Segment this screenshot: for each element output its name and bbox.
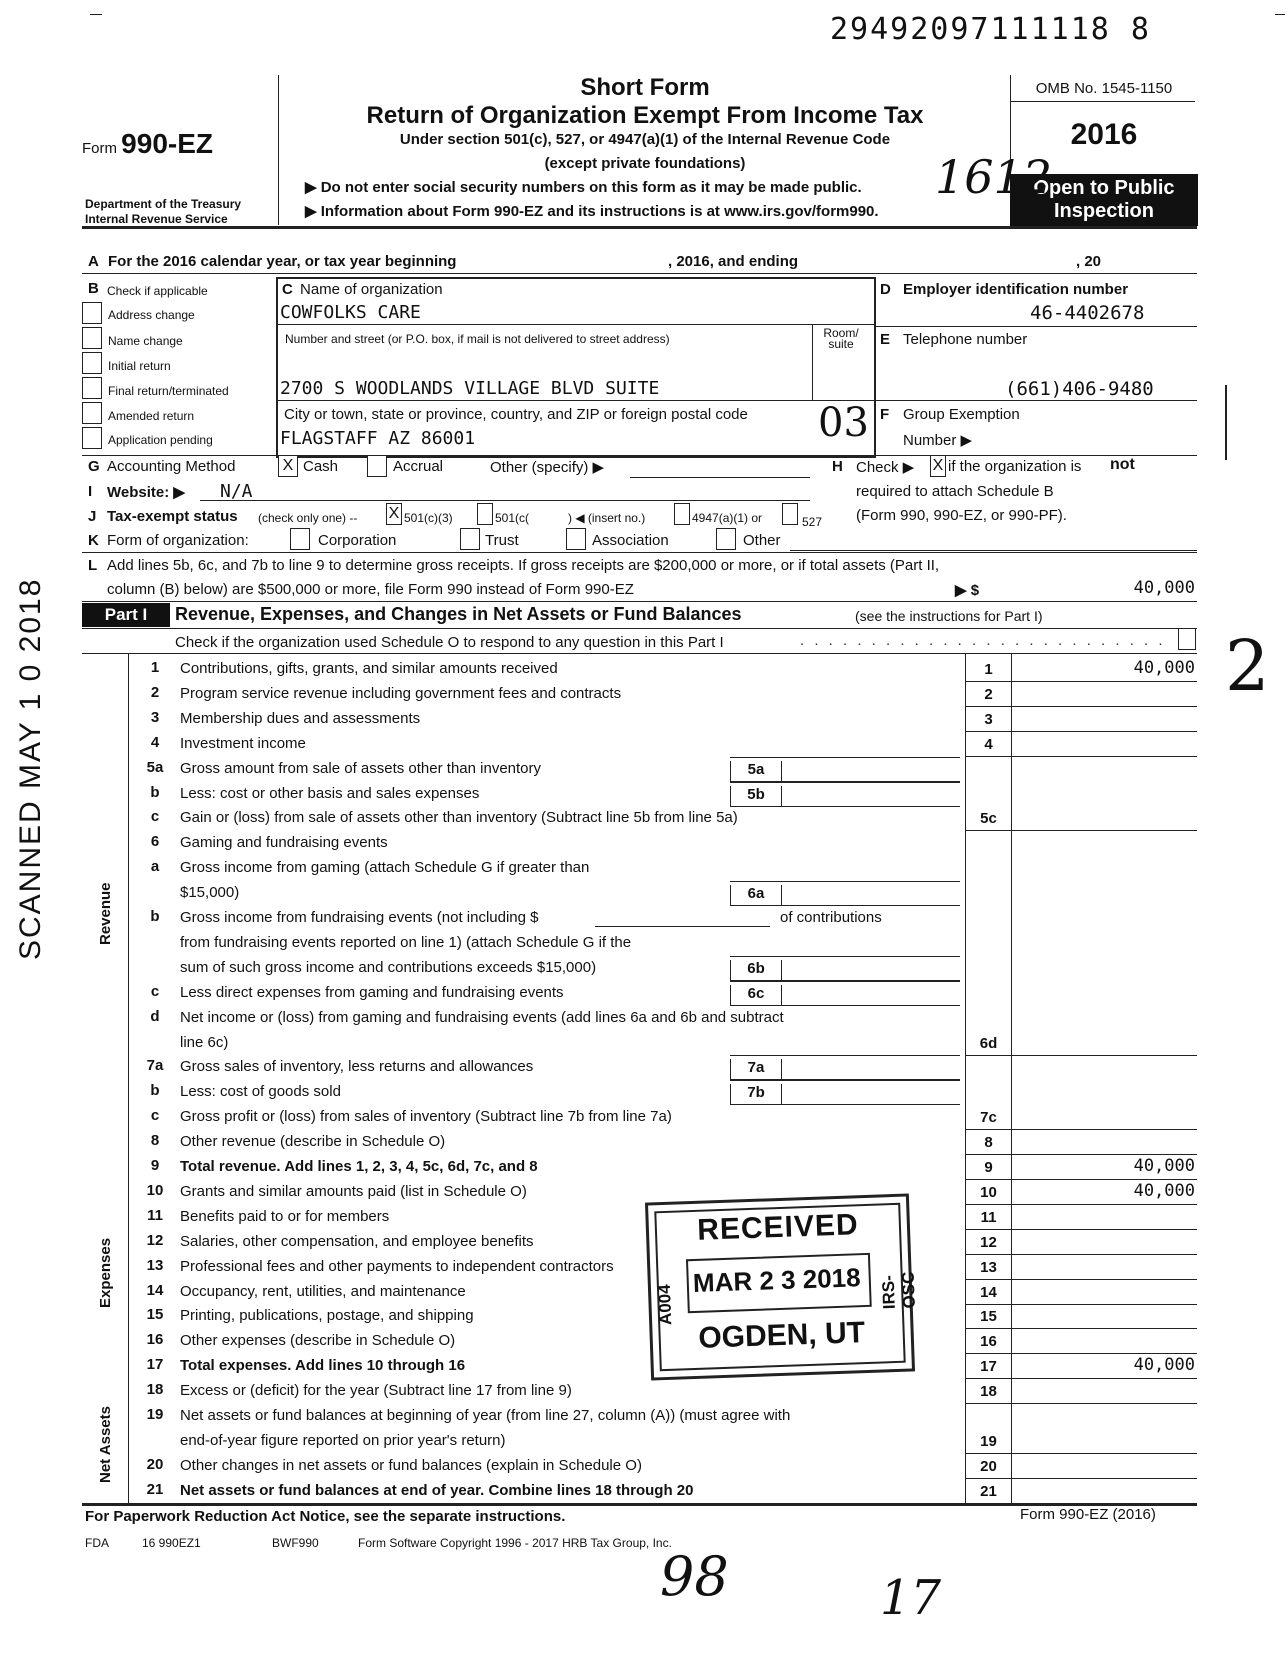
line-description: Other expenses (describe in Schedule O) bbox=[180, 1332, 456, 1349]
line-ref: 15 bbox=[980, 1308, 997, 1325]
checkbox-other[interactable] bbox=[716, 528, 736, 550]
line-a-text: For the 2016 calendar year, or tax year beginning bbox=[108, 253, 457, 270]
checkbox-trust[interactable] bbox=[460, 528, 480, 550]
line-description: Total revenue. Add lines 1, 2, 3, 4, 5c, 6d, 7c, and 8 bbox=[180, 1158, 538, 1175]
notice-info: ▶ Information about Form 990-EZ and its instructions is at www.irs.gov/form990. bbox=[305, 203, 879, 220]
ein-value[interactable]: 46-4402678 bbox=[1030, 302, 1145, 324]
line-number: 10 bbox=[146, 1182, 164, 1199]
part1-tag: Part I bbox=[82, 603, 170, 627]
title-main: Return of Organization Exempt From Income Tax bbox=[366, 102, 924, 129]
line-number: b bbox=[150, 1082, 160, 1099]
line-ref: 9 bbox=[984, 1159, 993, 1176]
line-ref: 17 bbox=[980, 1358, 997, 1375]
line-description: Membership dues and assessments bbox=[180, 710, 421, 727]
line-description: Net income or (loss) from gaming and fundraising events (add lines 6a and 6b and subtract bbox=[180, 1009, 784, 1026]
line-row bbox=[0, 831, 1288, 855]
line-number: 19 bbox=[146, 1406, 164, 1423]
label-501c: 501(c( bbox=[495, 511, 530, 525]
checkbox-501c[interactable] bbox=[477, 503, 493, 525]
line-row bbox=[0, 1105, 1288, 1129]
line-row bbox=[0, 1479, 1288, 1503]
line-description: Other changes in net assets or fund balances (explain in Schedule O) bbox=[180, 1457, 642, 1474]
label-association: Association bbox=[592, 532, 669, 549]
label-527: 527 bbox=[802, 515, 823, 529]
line-row bbox=[0, 682, 1288, 706]
line-description: Less: cost of goods sold bbox=[180, 1083, 341, 1100]
line-description: Contributions, gifts, grants, and similar amounts received bbox=[180, 660, 558, 677]
line-row bbox=[0, 931, 1288, 955]
line-row bbox=[0, 1304, 1288, 1328]
line-ref: 12 bbox=[980, 1234, 997, 1251]
label-corporation: Corporation bbox=[318, 532, 397, 549]
line-k-label: K bbox=[88, 532, 99, 549]
line-l-text2: column (B) below) are $500,000 or more, file Form 990 instead of Form 990-EZ bbox=[107, 581, 634, 598]
checkbox-initial-return[interactable] bbox=[82, 352, 102, 374]
checkbox-4947[interactable] bbox=[674, 503, 690, 525]
line-row bbox=[0, 1205, 1288, 1229]
line-description: Investment income bbox=[180, 735, 306, 752]
line-description: Gross profit or (loss) from sales of inventory (Subtract line 7b from line 7a) bbox=[180, 1108, 672, 1125]
line-number: c bbox=[150, 983, 160, 1000]
line-ref: 6d bbox=[979, 1035, 998, 1052]
line-ref: 11 bbox=[980, 1209, 997, 1226]
line-description: Grants and similar amounts paid (list in Schedule O) bbox=[180, 1183, 527, 1200]
checkbox-association[interactable] bbox=[566, 528, 586, 550]
footer-code: 16 990EZ1 bbox=[142, 1536, 201, 1550]
line-description: Salaries, other compensation, and employee benefits bbox=[180, 1233, 534, 1250]
line-j-label: J bbox=[88, 508, 97, 525]
line-i-label: I bbox=[88, 483, 93, 500]
inner-line-ref: 5b bbox=[730, 786, 782, 806]
line-description: Program service revenue including government fees and contracts bbox=[180, 685, 622, 702]
line-j-note: (check only one) -- bbox=[258, 511, 358, 525]
stamp-left: A004 bbox=[654, 1284, 676, 1326]
side-revenue: Revenue bbox=[97, 882, 114, 945]
line-row bbox=[0, 1429, 1288, 1453]
checkbox-accrual[interactable] bbox=[367, 455, 387, 477]
line-number: 17 bbox=[146, 1356, 164, 1373]
line-number: 6 bbox=[150, 833, 160, 850]
line-ref: 7c bbox=[980, 1109, 997, 1126]
line-amount[interactable]: 40,000 bbox=[1133, 1355, 1195, 1375]
city-label: City or town, state or province, country, and ZIP or foreign postal code bbox=[284, 406, 748, 423]
line-description: Gross income from fundraising events (not including $ bbox=[180, 909, 539, 926]
line-amount[interactable]: 40,000 bbox=[1133, 1181, 1195, 1201]
inner-line-ref: 7a bbox=[730, 1059, 782, 1079]
subtitle-except: (except private foundations) bbox=[544, 155, 746, 172]
line-row bbox=[0, 981, 1288, 1005]
line-description: from fundraising events reported on line 1) (attach Schedule G if the bbox=[180, 934, 632, 951]
handwritten-98: 98 bbox=[660, 1545, 729, 1608]
checkbox-cash[interactable]: X bbox=[278, 455, 298, 477]
line-description: Professional fees and other payments to independent contractors bbox=[180, 1258, 614, 1275]
line-description: Gain or (loss) from sale of assets other than inventory (Subtract line 5b from line 5a) bbox=[180, 809, 738, 826]
org-name[interactable]: COWFOLKS CARE bbox=[280, 302, 421, 323]
label-other: Other bbox=[743, 532, 781, 549]
part1-title-note: (see the instructions for Part I) bbox=[855, 608, 1043, 624]
section-d-title: Employer identification number bbox=[903, 281, 1129, 298]
line-number: 20 bbox=[146, 1456, 164, 1473]
inner-line-ref: 5a bbox=[730, 761, 782, 781]
line-description: Printing, publications, postage, and shipping bbox=[180, 1307, 474, 1324]
line-i-text: Website: ▶ bbox=[107, 484, 185, 501]
line-description: sum of such gross income and contributions exceeds $15,000) bbox=[180, 959, 597, 976]
handwritten-17: 17 bbox=[880, 1570, 942, 1626]
line-number: b bbox=[150, 908, 160, 925]
label-insert-no: ) ◀ (insert no.) bbox=[568, 511, 646, 525]
line-number: 1 bbox=[150, 659, 160, 676]
line-number: c bbox=[150, 1107, 160, 1124]
line-row bbox=[0, 1404, 1288, 1428]
checkbox-address-change[interactable] bbox=[82, 302, 102, 324]
line-description: Less: cost or other basis and sales expenses bbox=[180, 785, 480, 802]
line-row bbox=[0, 856, 1288, 880]
line-h-not: not bbox=[1110, 456, 1135, 473]
side-net-assets: Net Assets bbox=[97, 1406, 114, 1483]
line-number: 12 bbox=[146, 1232, 164, 1249]
line-l-arrow: ▶ $ bbox=[955, 582, 980, 599]
line-l-text1: Add lines 5b, 6c, and 7b to line 9 to determine gross receipts. If gross receipts are $200,000 or more, or if total assets (Part II, bbox=[107, 557, 940, 574]
section-e-label: E bbox=[880, 331, 891, 348]
line-number: c bbox=[150, 808, 160, 825]
line-row bbox=[0, 1280, 1288, 1304]
line-row bbox=[0, 881, 1288, 905]
line-ref: 3 bbox=[984, 711, 993, 728]
line-number: 13 bbox=[146, 1257, 164, 1274]
stamp-received: RECEIVED bbox=[696, 1208, 860, 1247]
line-number: 14 bbox=[146, 1282, 164, 1299]
gross-receipts-value[interactable]: 40,000 bbox=[1133, 578, 1195, 598]
footer-form: Form 990-EZ (2016) bbox=[1020, 1506, 1156, 1523]
label-application-pending: Application pending bbox=[108, 433, 213, 447]
line-row bbox=[0, 657, 1288, 681]
received-stamp bbox=[645, 1193, 919, 1380]
line-row bbox=[0, 1080, 1288, 1104]
section-c-label: C bbox=[282, 281, 293, 298]
checkbox-final-return[interactable] bbox=[82, 377, 102, 399]
line-row bbox=[0, 1031, 1288, 1055]
line-ref: 5c bbox=[980, 810, 997, 827]
inner-line-ref: 7b bbox=[730, 1084, 782, 1104]
inner-amount-field[interactable] bbox=[730, 757, 960, 782]
line-description-cont: of contributions bbox=[780, 909, 882, 926]
line-number: b bbox=[150, 784, 160, 801]
line-ref: 20 bbox=[980, 1458, 997, 1475]
line-h-text3: (Form 990, 990-EZ, or 990-PF). bbox=[856, 507, 1067, 524]
line-number: 5a bbox=[146, 759, 164, 776]
phone-value[interactable]: (661)406-9480 bbox=[1005, 378, 1154, 400]
line-number: 18 bbox=[146, 1381, 164, 1398]
line-row bbox=[0, 1230, 1288, 1254]
inner-line-ref: 6b bbox=[730, 960, 782, 980]
omb-number: OMB No. 1545-1150 bbox=[1035, 80, 1173, 97]
line-description: Gross amount from sale of assets other than inventory bbox=[180, 760, 542, 777]
line-description: Benefits paid to or for members bbox=[180, 1208, 390, 1225]
section-e-title: Telephone number bbox=[903, 331, 1028, 348]
dept-treasury: Department of the Treasury bbox=[85, 197, 242, 211]
line-a-label: A bbox=[88, 253, 99, 270]
line-row bbox=[0, 732, 1288, 756]
form-label: Form bbox=[82, 140, 117, 157]
line-description: Total expenses. Add lines 10 through 16 bbox=[180, 1357, 466, 1374]
label-initial-return: Initial return bbox=[108, 359, 171, 373]
line-amount[interactable]: 40,000 bbox=[1133, 658, 1195, 678]
line-number: 4 bbox=[150, 734, 160, 751]
line-ref: 4 bbox=[984, 736, 993, 753]
line-number: 2 bbox=[150, 684, 160, 701]
section-c-title: Name of organization bbox=[300, 281, 443, 298]
section-f-label: F bbox=[880, 406, 890, 423]
inner-amount-field[interactable] bbox=[730, 1055, 960, 1080]
checkbox-corporation[interactable] bbox=[290, 528, 310, 550]
line-row bbox=[0, 1055, 1288, 1079]
line-number: 8 bbox=[150, 1132, 160, 1149]
line-l-label: L bbox=[88, 557, 98, 574]
line-description: Net assets or fund balances at end of year. Combine lines 18 through 20 bbox=[180, 1482, 694, 1499]
checkbox-application-pending[interactable] bbox=[82, 427, 102, 449]
line-row bbox=[0, 782, 1288, 806]
section-f-title: Group Exemption bbox=[903, 406, 1020, 423]
handwritten-bar bbox=[1225, 385, 1227, 460]
irs-label: Internal Revenue Service bbox=[85, 212, 228, 226]
line-description: line 6c) bbox=[180, 1034, 229, 1051]
line-number: a bbox=[150, 858, 160, 875]
stamp-date: MAR 2 3 2018 bbox=[692, 1262, 862, 1299]
line-row bbox=[0, 906, 1288, 930]
street-address[interactable]: 2700 S WOODLANDS VILLAGE BLVD SUITE bbox=[280, 378, 660, 399]
line-k-text: Form of organization: bbox=[107, 532, 249, 549]
line-ref: 10 bbox=[980, 1184, 997, 1201]
line-row bbox=[0, 1130, 1288, 1154]
form-number: 990-EZ bbox=[121, 128, 213, 159]
title-short-form: Short Form bbox=[580, 74, 710, 101]
tax-year: 2016 bbox=[1070, 118, 1138, 151]
line-a-end: , 20 bbox=[1076, 253, 1102, 270]
handwritten-2: 2 bbox=[1225, 625, 1270, 707]
line-h-text2: required to attach Schedule B bbox=[856, 483, 1054, 500]
line-description: Net assets or fund balances at beginning of year (from line 27, column (A)) (must agree with bbox=[180, 1407, 791, 1424]
section-b-title: Check if applicable bbox=[107, 284, 208, 298]
line-g-text: Accounting Method bbox=[107, 458, 236, 475]
line-row bbox=[0, 707, 1288, 731]
line-number: 21 bbox=[146, 1481, 164, 1498]
line-description: Occupancy, rent, utilities, and maintenance bbox=[180, 1283, 466, 1300]
side-expenses: Expenses bbox=[97, 1237, 114, 1308]
label-cash: Cash bbox=[303, 458, 339, 475]
street-label: Number and street (or P.O. box, if mail is not delivered to street address) bbox=[285, 332, 670, 346]
line-ref: 19 bbox=[980, 1433, 997, 1450]
line-row bbox=[0, 1180, 1288, 1204]
footer-bwf: BWF990 bbox=[272, 1536, 319, 1550]
line-ref: 1 bbox=[984, 661, 993, 678]
line-number: d bbox=[150, 1008, 160, 1025]
line-number: 7a bbox=[146, 1057, 164, 1074]
label-final-return: Final return/terminated bbox=[108, 384, 229, 398]
handwritten-03: 03 bbox=[818, 400, 869, 446]
handwritten-1612: 1612 bbox=[935, 150, 1053, 204]
line-ref: 14 bbox=[980, 1284, 997, 1301]
line-number: 15 bbox=[146, 1306, 164, 1323]
footer-fda: FDA bbox=[85, 1536, 109, 1550]
line-row bbox=[0, 806, 1288, 830]
line-ref: 13 bbox=[980, 1259, 997, 1276]
checkbox-527[interactable] bbox=[782, 503, 798, 525]
checkbox-schedule-o[interactable] bbox=[1178, 628, 1196, 650]
line-row bbox=[0, 1379, 1288, 1403]
checkbox-name-change[interactable] bbox=[82, 327, 102, 349]
line-description: Excess or (deficit) for the year (Subtract line 17 from line 9) bbox=[180, 1382, 572, 1399]
line-amount[interactable]: 40,000 bbox=[1133, 1156, 1195, 1176]
checkbox-amended-return[interactable] bbox=[82, 402, 102, 424]
line-h-check: Check ▶ bbox=[856, 459, 915, 476]
line-description: Less direct expenses from gaming and fundraising events bbox=[180, 984, 564, 1001]
line-number: 3 bbox=[150, 709, 160, 726]
section-f-number: Number ▶ bbox=[903, 432, 973, 449]
stamp-right: IRS-OSC bbox=[878, 1271, 919, 1310]
label-4947: 4947(a)(1) or bbox=[692, 511, 763, 525]
notice-ssn: ▶ Do not enter social security numbers on this form as it may be made public. bbox=[305, 179, 862, 196]
line-description: Gaming and fundraising events bbox=[180, 834, 388, 851]
section-d-label: D bbox=[880, 281, 891, 298]
line-row bbox=[0, 1006, 1288, 1030]
part1-title: Revenue, Expenses, and Changes in Net Assets or Fund Balances bbox=[175, 604, 742, 624]
inner-line-ref: 6a bbox=[730, 885, 782, 905]
line-description: Gross sales of inventory, less returns and allowances bbox=[180, 1058, 534, 1075]
line-j-text: Tax-exempt status bbox=[107, 508, 238, 525]
line-ref: 16 bbox=[980, 1333, 997, 1350]
schedule-o-check-text: Check if the organization used Schedule O to respond to any question in this Part I bbox=[175, 634, 724, 651]
inner-line-ref: 6c bbox=[730, 985, 782, 1005]
line-number: 9 bbox=[150, 1157, 160, 1174]
line-g-label: G bbox=[88, 458, 100, 475]
room-suite-label: Room/ suite bbox=[823, 326, 859, 351]
line-a-mid: , 2016, and ending bbox=[668, 253, 799, 270]
stamp-city: OGDEN, UT bbox=[697, 1316, 866, 1355]
document-locator-number: 29492097111118 8 bbox=[830, 12, 1151, 47]
label-amended-return: Amended return bbox=[108, 409, 195, 423]
inner-amount-field[interactable] bbox=[730, 956, 960, 981]
line-row bbox=[0, 956, 1288, 980]
inner-amount-field[interactable] bbox=[730, 981, 960, 1006]
label-other-specify: Other (specify) ▶ bbox=[490, 459, 605, 476]
label-accrual: Accrual bbox=[393, 458, 444, 475]
checkbox-501c3[interactable]: X bbox=[386, 503, 402, 525]
inner-amount-field[interactable] bbox=[730, 782, 960, 807]
line-row bbox=[0, 1155, 1288, 1179]
line-ref: 21 bbox=[980, 1483, 997, 1500]
inspection: Inspection bbox=[1053, 200, 1154, 222]
scanned-stamp: SCANNED MAY 1 0 2018 bbox=[14, 577, 47, 960]
line-row bbox=[0, 757, 1288, 781]
website-value[interactable]: N/A bbox=[220, 481, 253, 502]
city-state-zip[interactable]: FLAGSTAFF AZ 86001 bbox=[280, 428, 476, 449]
line-row bbox=[0, 1255, 1288, 1279]
line-description: Gross income from gaming (attach Schedule G if greater than bbox=[180, 859, 590, 876]
line-row bbox=[0, 1329, 1288, 1353]
line-description: Other revenue (describe in Schedule O) bbox=[180, 1133, 446, 1150]
line-ref: 2 bbox=[984, 686, 993, 703]
inner-amount-field[interactable] bbox=[730, 1080, 960, 1105]
line-row bbox=[0, 1454, 1288, 1478]
line-ref: 18 bbox=[980, 1383, 997, 1400]
inner-amount-field[interactable] bbox=[730, 881, 960, 906]
label-address-change: Address change bbox=[108, 308, 195, 322]
subtitle-sections: Under section 501(c), 527, or 4947(a)(1) of the Internal Revenue Code bbox=[399, 131, 891, 148]
footer-copyright: Form Software Copyright 1996 - 2017 HRB Tax Group, Inc. bbox=[358, 1536, 672, 1550]
line-description: end-of-year figure reported on prior year's return) bbox=[180, 1432, 506, 1449]
label-501c3: 501(c)(3) bbox=[404, 511, 453, 525]
line-h-text1: if the organization is bbox=[948, 458, 1082, 475]
line-number: 11 bbox=[147, 1207, 163, 1224]
line-h-label: H bbox=[832, 458, 843, 475]
line-ref: 8 bbox=[984, 1134, 993, 1151]
open-to-public: Open to Public bbox=[1033, 177, 1175, 199]
line-description: $15,000) bbox=[180, 884, 240, 901]
form-number-block bbox=[82, 128, 213, 160]
label-name-change: Name change bbox=[108, 334, 183, 348]
label-trust: Trust bbox=[485, 532, 519, 549]
checkbox-schedule-b[interactable]: X bbox=[930, 455, 946, 477]
line-row bbox=[0, 1354, 1288, 1378]
line-number: 16 bbox=[146, 1331, 164, 1348]
footer-notice: For Paperwork Reduction Act Notice, see the separate instructions. bbox=[85, 1508, 566, 1525]
section-b-label: B bbox=[88, 280, 99, 297]
